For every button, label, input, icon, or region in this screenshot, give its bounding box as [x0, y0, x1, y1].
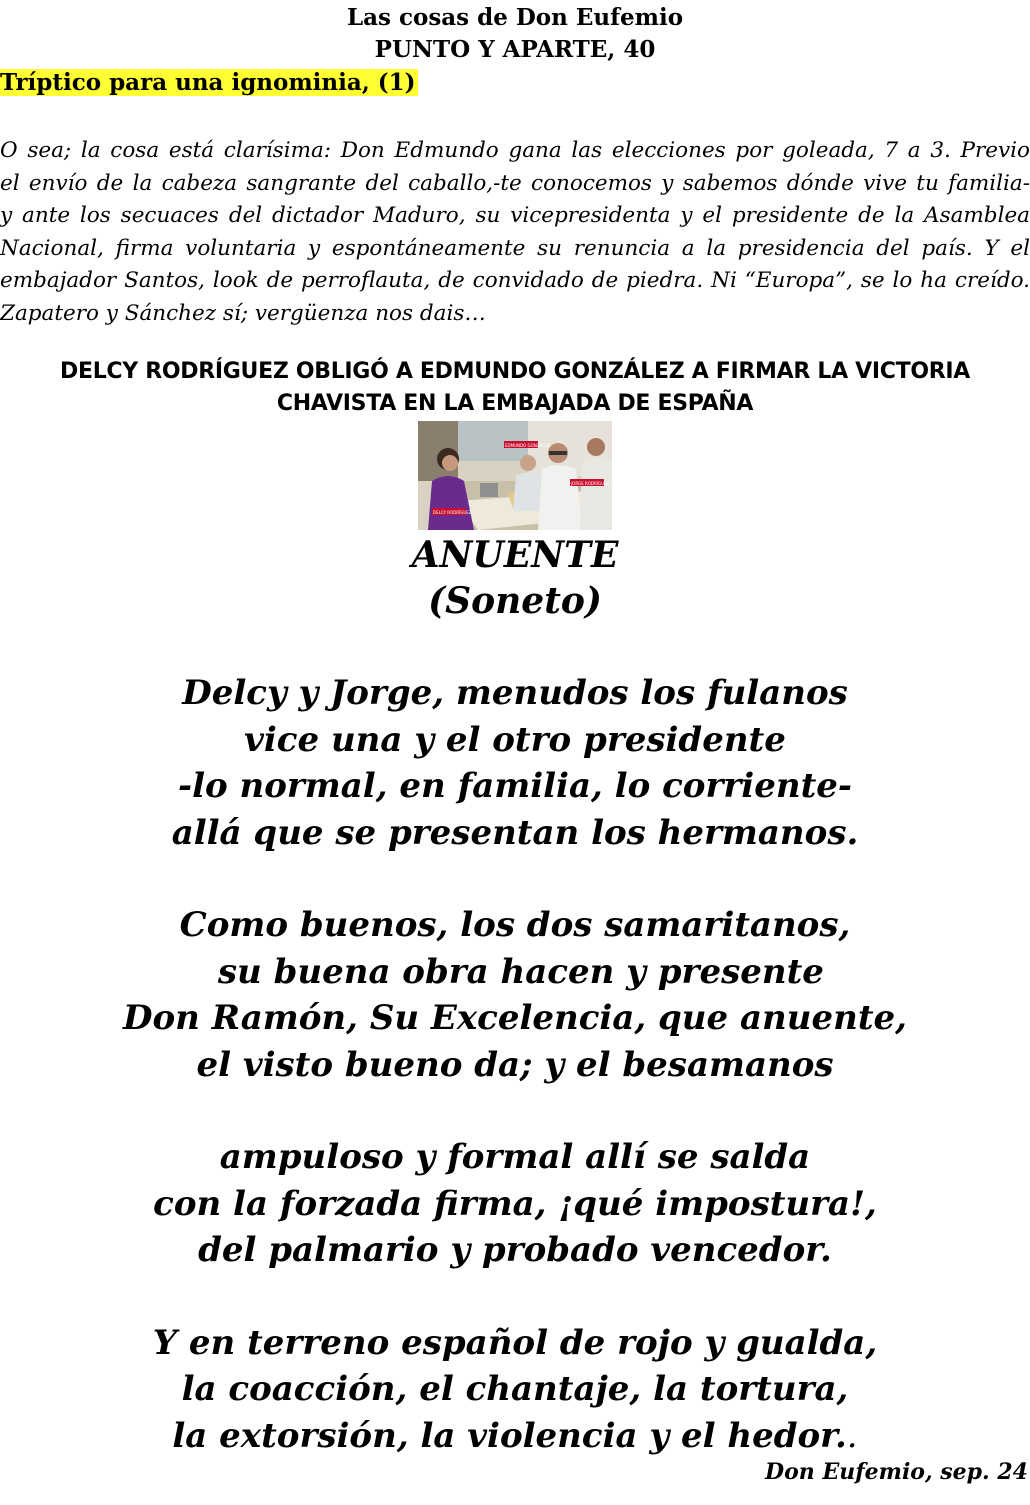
verse-line: con la forzada firma, ¡qué impostura!,: [153, 1183, 877, 1224]
stanza: [0, 670, 1030, 856]
poem-title: ANUENTE: [411, 534, 619, 576]
verse-line: ampuloso y formal allí se salda: [219, 1137, 811, 1177]
verse-line: el visto bueno da; y el besamanos: [196, 1044, 834, 1085]
news-photo: [418, 421, 612, 530]
stanza: [0, 1320, 1030, 1460]
verse-line: Y en terreno español de rojo y gualda,: [152, 1322, 878, 1363]
verse-text: la extorsión, la violencia y el hedor.: [172, 1415, 847, 1456]
verse-line: [0, 1413, 1030, 1460]
photo-caption: DELCY RODRÍGUEZ: [433, 510, 472, 515]
verse-line: Como buenos, los dos samaritanos,: [179, 905, 851, 945]
verse-line: Delcy y Jorge, menudos los fulanos: [182, 673, 848, 713]
intro-line: Zapatero y Sánchez sí; vergüenza nos dais…: [0, 300, 486, 326]
intro-line-row: [0, 200, 1030, 233]
intro-line-row: [0, 135, 1030, 168]
intro-line: O sea; la cosa está clarísima: Don Edmundo gana las elecciones por goleada, 7 a 3. Previo: [0, 138, 1030, 163]
headline-line-1: DELCY RODRÍGUEZ OBLIGÓ A EDMUNDO GONZÁLEZ A FIRMAR LA VICTORIA: [60, 359, 970, 384]
author-signature: Don Eufemio, sep. 24: [765, 1459, 1028, 1485]
photo-caption: JORGE RODRÍGUEZ: [571, 481, 610, 486]
intro-line: el envío de la cabeza sangrante del caballo,-te conocemos y sabemos dónde vive tu familia-: [0, 170, 1030, 196]
verse-line: la coacción, el chantaje, la tortura,: [181, 1369, 849, 1409]
final-mark: .: [846, 1415, 858, 1456]
news-headline: [0, 356, 1030, 420]
intro-line-row: [0, 168, 1030, 201]
poem-form: (Soneto): [428, 580, 602, 622]
highlighted-subtitle: Tríptico para una ignominia, (1): [0, 69, 416, 96]
intro-paragraph: [0, 135, 1030, 330]
verse-line: Don Ramón, Su Excelencia, que anuente,: [122, 998, 907, 1038]
intro-line: y ante los secuaces del dictador Maduro, su vicepresidenta y el presidente de la Asamblea: [0, 203, 1030, 228]
sonnet-body: [0, 670, 1030, 1505]
stanza: [0, 1134, 1030, 1274]
intro-line-row: [0, 265, 1030, 298]
verse-line: allá que se presentan los hermanos.: [171, 812, 859, 853]
headline-line-2: CHAVISTA EN LA EMBAJADA DE ESPAÑA: [276, 391, 754, 416]
stanza: [0, 902, 1030, 1088]
photo-caption: EDMUNDO GONZÁLEZ: [505, 443, 550, 448]
intro-line-row: [0, 298, 1030, 331]
column-title: PUNTO Y APARTE, 40: [374, 36, 656, 63]
series-title: Las cosas de Don Eufemio: [346, 4, 684, 31]
intro-line: embajador Santos, look de perroflauta, de convidado de piedra. Ni “Europa”, se lo ha creído.: [0, 268, 1030, 293]
photo-illustration: [418, 421, 612, 530]
verse-line: su buena obra hacen y presente: [206, 951, 824, 992]
verse-line: vice una y el otro presidente: [244, 719, 786, 760]
verse-line: del palmario y probado vencedor.: [198, 1230, 832, 1270]
verse-line: -lo normal, en familia, lo corriente-: [177, 766, 853, 806]
intro-line-row: [0, 233, 1030, 266]
subtitle-line: [0, 66, 1030, 102]
intro-line: Nacional, firma voluntaria y espontáneamente su renuncia a la presidencia del país. Y el: [0, 235, 1030, 261]
